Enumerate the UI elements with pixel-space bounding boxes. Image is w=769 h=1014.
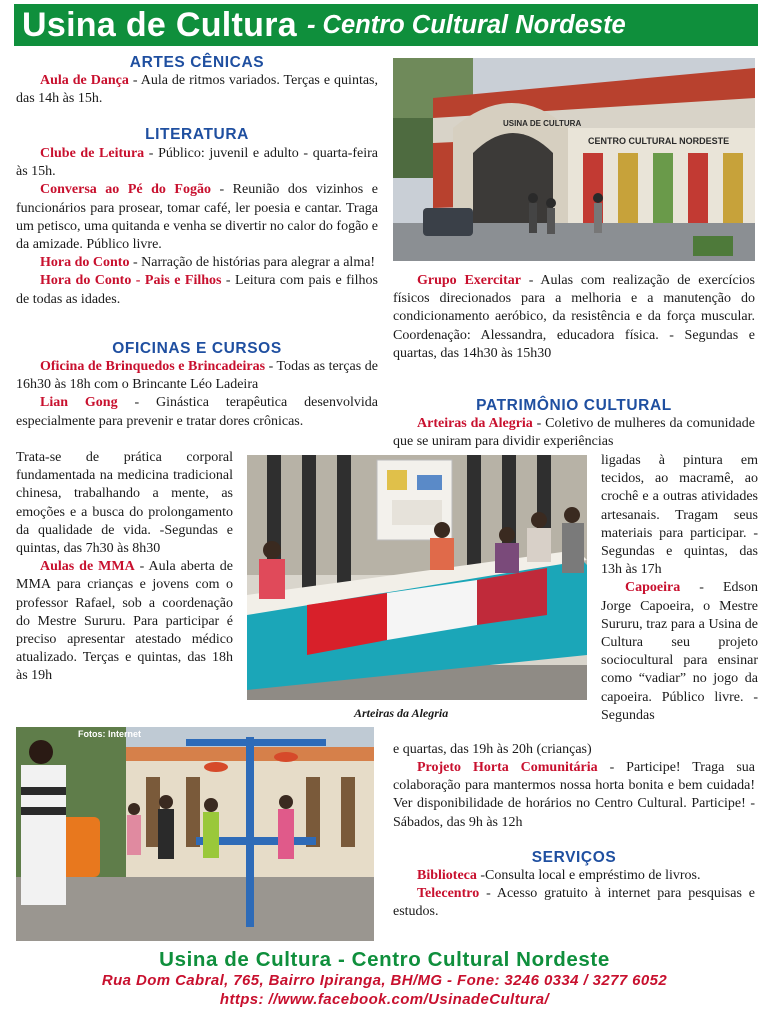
photo-credit: Fotos: Internet xyxy=(78,729,141,739)
photo-caption-arteiras: Arteiras da Alegria xyxy=(354,706,449,720)
item-text: - Público: juvenil e adulto - quarta-feira às 15h. xyxy=(16,146,378,180)
item-name: Lian Gong xyxy=(40,395,118,411)
item-grupo-exercitar xyxy=(393,272,755,363)
item-text: e quartas, das 19h às 20h (crianças) xyxy=(393,742,592,757)
item-arteiras-continued xyxy=(601,452,758,579)
arteiras-photo-illustration xyxy=(247,455,587,700)
section-heading-literatura: LITERATURA xyxy=(145,126,249,143)
photo-arteiras xyxy=(247,455,587,700)
photo-outdoor-gym xyxy=(16,727,374,941)
item-name: Hora do Conto - Pais e Filhos xyxy=(40,273,222,289)
gym-photo-illustration xyxy=(16,727,374,941)
photo-building xyxy=(393,58,755,261)
item-text: - Aula de ritmos variados. Terças e quintas, das 14h às 15h. xyxy=(16,73,378,107)
item-text: - Leitura com pais e filhos de todas as idades. xyxy=(16,273,378,307)
item-text: - Participe! Traga sua colaboração para mantermos nossa horta bonita e bem cuidada! Ver disponibilidade de horários no Centro Cultural. Participe! - Sábados, das 9h às 12h xyxy=(393,760,755,830)
item-projeto-horta xyxy=(393,759,755,832)
page-header xyxy=(14,4,758,46)
servicos-block xyxy=(393,867,755,922)
item-arteiras-da-alegria xyxy=(393,415,755,451)
item-hora-do-conto-pais-e-filhos xyxy=(16,272,378,308)
item-text: - Ginástica terapêutica desenvolvida especialmente para prevenir e tratar dores crônicas. xyxy=(16,395,378,429)
item-text: -Consulta local e empréstimo de livros. xyxy=(476,868,701,883)
item-telecentro xyxy=(393,885,755,921)
item-text: - Coletivo de mulheres da comunidade que se uniram para dividir experiências xyxy=(393,416,755,450)
footer-url[interactable]: https: //www.facebook.com/UsinadeCultura/ xyxy=(219,991,550,1008)
item-name: Oficina de Brinquedos e Brincadeiras xyxy=(40,359,266,374)
item-name: Projeto Horta Comunitária xyxy=(417,760,598,775)
section-heading-servicos: SERVIÇOS xyxy=(531,849,617,866)
header-title: Usina de Cultura xyxy=(22,5,297,44)
section-heading-patrimonio: PATRIMÔNIO CULTURAL xyxy=(476,397,672,414)
item-biblioteca xyxy=(393,867,755,885)
item-text: - Todas as terças de 16h30 às 18h com o Brincante Léo Ladeira xyxy=(16,359,378,393)
oficinas-block-narrow xyxy=(16,449,233,686)
item-name: Capoeira xyxy=(625,580,681,596)
item-name: Grupo Exercitar xyxy=(417,273,521,288)
item-name: Hora do Conto xyxy=(40,255,130,271)
item-name: Conversa ao Pé do Fogão xyxy=(40,182,211,198)
building-sign-left: USINA DE CULTURA xyxy=(503,119,582,128)
item-text: ligadas à pintura em tecidos, ao macramê, ao crochê e a outras atividades artesanais. Tragam seus materiais para participar. - Segundas e quintas, das 13h às 17h xyxy=(601,453,758,578)
header-subtitle: - Centro Cultural Nordeste xyxy=(306,10,626,39)
building-sign-right: CENTRO CULTURAL NORDESTE xyxy=(588,136,730,146)
item-text: - Acesso gratuito à internet para pesquisas e estudos. xyxy=(393,886,755,920)
item-name: Aula de Dança xyxy=(40,73,129,88)
item-name: Aulas de MMA xyxy=(40,559,135,575)
item-aulas-de-mma xyxy=(16,558,233,685)
item-conversa-ao-pe-do-fogao xyxy=(16,181,378,254)
oficinas-block-top xyxy=(16,358,378,431)
item-text: Trata-se de prática corporal fundamentada na medicina tradicional chinesa, trabalhando a mente, as emoções e a busca do prolongamento da qualidade de vida. -Segundas e quintas, das 7h30 às 8h30 xyxy=(16,450,233,557)
building-photo-illustration xyxy=(393,58,755,261)
item-clube-de-leitura xyxy=(16,145,378,181)
literatura-block xyxy=(16,145,378,309)
item-hora-do-conto xyxy=(16,254,378,272)
item-name: Arteiras da Alegria xyxy=(417,416,533,431)
footer-address: Rua Dom Cabral, 765, Bairro Ipiranga, BH/MG - Fone: 3246 0334 / 3277 6052 xyxy=(101,972,668,989)
section-heading-oficinas: OFICINAS E CURSOS xyxy=(112,340,282,357)
item-capoeira-continued xyxy=(393,741,755,759)
item-name: Clube de Leitura xyxy=(40,146,145,161)
item-text: - Reunião dos vizinhos e funcionários para prosear, tomar café, ler poesia e cantar. Traga um petisco, uma quitanda e venha se divertir no calor do fogão e da amizade. Público livre. xyxy=(16,182,378,253)
item-name: Telecentro xyxy=(417,886,480,902)
footer-title: Usina de Cultura - Centro Cultural Nordeste xyxy=(159,948,610,971)
item-oficina-de-brinquedos xyxy=(16,358,378,394)
item-text: - Edson Jorge Capoeira, o Mestre Sururu, traz para a Usina de Cultura seu projeto sociocultural para ensinar como “vadiar” no jogo da capoeira. Público livre. - Segundas xyxy=(601,580,758,723)
section-heading-artes-cenicas: ARTES CÊNICAS xyxy=(129,54,265,71)
item-text: - Narração de histórias para alegrar a alma! xyxy=(129,255,376,271)
item-text: - Aula aberta de MMA para crianças e jovens com o professor Rafael, sob a coordenação do Mestre Sururu. Para participar é preciso apresentar atestado médico atualizado. Terças e quintas, das 18h às 19h xyxy=(16,559,234,684)
patrimonio-block-narrow xyxy=(601,452,758,725)
item-text: - Aulas com realização de exercícios físicos direcionados para a melhoria e a manutenção do condicionamento aeróbico, da resistência e da força muscular. Coordenação: Alessandra, educadora física. - Segundas e quartas, das 14h30 às 15h30 xyxy=(393,273,755,361)
item-name: Biblioteca xyxy=(417,868,477,883)
item-lian-gong xyxy=(16,394,378,430)
item-lian-gong-continued xyxy=(16,449,233,558)
item-capoeira xyxy=(601,579,758,725)
item-aula-de-danca xyxy=(16,72,378,108)
